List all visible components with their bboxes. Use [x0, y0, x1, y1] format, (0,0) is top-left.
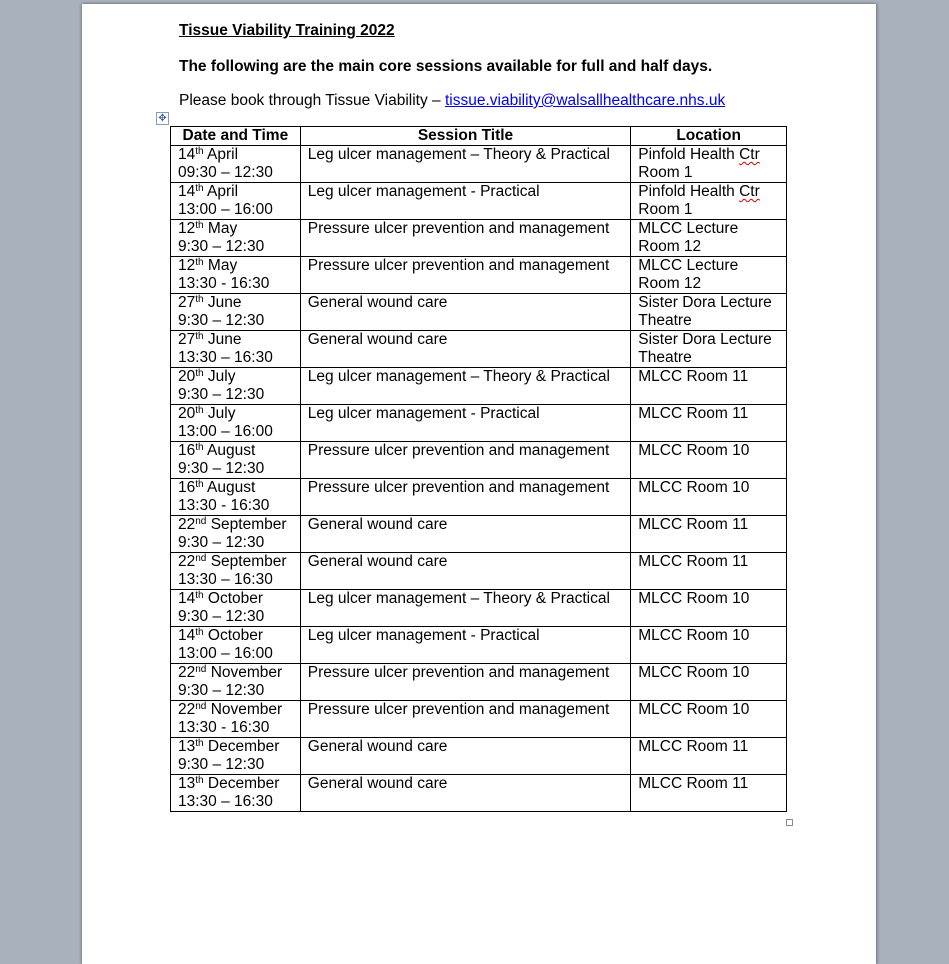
header-location: Location — [631, 127, 787, 146]
cell-date-time — [171, 294, 301, 331]
session-title: Pressure ulcer prevention and management — [307, 479, 610, 496]
time-range: 13:30 – 16:30 — [178, 348, 273, 366]
date-day: 27 — [178, 294, 196, 311]
time-range: 9:30 – 12:30 — [178, 533, 265, 551]
header-date-time: Date and Time — [171, 127, 301, 146]
date-day: 16 — [178, 479, 196, 496]
time-range: 9:30 – 12:30 — [178, 311, 265, 329]
cell-location — [631, 368, 787, 405]
table-row — [171, 738, 787, 775]
session-title: General wound care — [307, 331, 448, 348]
location-name: Pinfold Health — [638, 183, 740, 200]
table-row — [171, 442, 787, 479]
cell-location — [631, 516, 787, 553]
date-line — [178, 257, 293, 275]
cell-session-title — [300, 516, 631, 553]
location-name: MLCC Lecture — [638, 257, 739, 274]
time-range: 13:30 – 16:30 — [178, 792, 273, 810]
time-range: 13:00 – 16:00 — [178, 200, 273, 218]
location-line-1 — [638, 368, 779, 386]
time-range: 9:30 – 12:30 — [178, 385, 265, 403]
date-month: October — [207, 590, 264, 607]
date-line — [178, 627, 293, 645]
table-row — [171, 331, 787, 368]
date-line — [178, 146, 293, 164]
time-range: 9:30 – 12:30 — [178, 681, 265, 699]
cell-session-title — [300, 590, 631, 627]
cell-location — [631, 479, 787, 516]
location-name: MLCC Room 10 — [638, 627, 750, 644]
time-range: 13:30 - 16:30 — [178, 274, 270, 292]
date-suffix: th — [195, 183, 204, 194]
cell-date-time — [171, 590, 301, 627]
date-day: 13 — [178, 738, 196, 755]
session-title: Pressure ulcer prevention and management — [307, 442, 610, 459]
date-day: 12 — [178, 220, 196, 237]
table-row — [171, 516, 787, 553]
session-title: Pressure ulcer prevention and management — [307, 257, 610, 274]
date-day: 22 — [178, 664, 196, 681]
date-suffix: th — [195, 479, 204, 490]
session-title: Pressure ulcer prevention and management — [307, 664, 610, 681]
cell-location — [631, 627, 787, 664]
session-title: Pressure ulcer prevention and management — [307, 701, 610, 718]
time-range: 13:00 – 16:00 — [178, 422, 273, 440]
cell-session-title — [300, 183, 631, 220]
date-line — [178, 220, 293, 238]
date-day: 22 — [178, 553, 196, 570]
date-month: August — [207, 442, 256, 459]
location-line-2: Theatre — [638, 348, 692, 366]
date-line — [178, 331, 293, 349]
date-line — [178, 775, 293, 793]
session-title: Pressure ulcer prevention and management — [307, 220, 610, 237]
booking-instructions — [179, 92, 725, 110]
date-line — [178, 738, 293, 756]
table-move-handle-icon[interactable]: ✥ — [156, 112, 169, 125]
location-line-1 — [638, 553, 779, 571]
cell-date-time — [171, 775, 301, 812]
session-title: Leg ulcer management - Practical — [307, 627, 540, 644]
date-suffix: nd — [195, 664, 207, 675]
cell-session-title — [300, 479, 631, 516]
cell-location — [631, 701, 787, 738]
cell-date-time — [171, 701, 301, 738]
date-day: 13 — [178, 775, 196, 792]
table-row — [171, 368, 787, 405]
date-suffix: nd — [195, 553, 207, 564]
date-month: June — [207, 331, 242, 348]
booking-email-link[interactable]: tissue.viability@walsallhealthcare.nhs.uk — [444, 92, 726, 109]
location-line-2: Room 12 — [638, 237, 702, 255]
location-line-2: Room 1 — [638, 163, 693, 181]
document-title: Tissue Viability Training 2022 — [179, 22, 395, 39]
date-suffix: th — [195, 405, 204, 416]
table-row — [171, 701, 787, 738]
date-suffix: th — [195, 331, 204, 342]
location-name: MLCC Room 11 — [638, 368, 749, 385]
location-line-1 — [638, 257, 779, 275]
date-line — [178, 516, 293, 534]
date-line — [178, 442, 293, 460]
date-suffix: nd — [195, 516, 207, 527]
session-title: General wound care — [307, 738, 448, 755]
date-month: September — [210, 516, 287, 533]
location-name: Sister Dora Lecture — [638, 331, 772, 348]
cell-session-title — [300, 553, 631, 590]
date-month: August — [207, 479, 256, 496]
cell-date-time — [171, 405, 301, 442]
cell-location — [631, 146, 787, 183]
date-suffix: th — [195, 590, 204, 601]
time-range: 9:30 – 12:30 — [178, 237, 265, 255]
location-spellcheck-word: Ctr — [739, 183, 760, 200]
date-day: 14 — [178, 627, 196, 644]
cell-location — [631, 183, 787, 220]
date-day: 22 — [178, 701, 196, 718]
date-line — [178, 479, 293, 497]
cell-location — [631, 553, 787, 590]
header-session-title: Session Title — [300, 127, 631, 146]
table-row — [171, 257, 787, 294]
session-title: Leg ulcer management – Theory & Practical — [307, 368, 610, 385]
table-row — [171, 183, 787, 220]
cell-date-time — [171, 257, 301, 294]
cell-location — [631, 738, 787, 775]
location-name: MLCC Room 11 — [638, 553, 749, 570]
cell-location — [631, 294, 787, 331]
date-suffix: th — [195, 220, 204, 231]
cell-session-title — [300, 627, 631, 664]
cell-date-time — [171, 331, 301, 368]
date-day: 20 — [178, 368, 196, 385]
location-line-1 — [638, 294, 779, 312]
booking-text: Please book through Tissue Viability – — [179, 92, 445, 109]
date-suffix: th — [195, 627, 204, 638]
table-row — [171, 627, 787, 664]
date-line — [178, 553, 293, 571]
date-line — [178, 183, 293, 201]
table-row — [171, 664, 787, 701]
cell-session-title — [300, 257, 631, 294]
location-line-1 — [638, 146, 779, 164]
table-row — [171, 220, 787, 257]
cell-date-time — [171, 183, 301, 220]
location-line-1 — [638, 701, 779, 719]
date-day: 14 — [178, 183, 196, 200]
cell-date-time — [171, 146, 301, 183]
cell-session-title — [300, 331, 631, 368]
location-name: MLCC Lecture — [638, 220, 739, 237]
cell-location — [631, 257, 787, 294]
table-row — [171, 479, 787, 516]
date-month: July — [207, 405, 236, 422]
date-line — [178, 368, 293, 386]
time-range: 9:30 – 12:30 — [178, 755, 265, 773]
session-title: Leg ulcer management – Theory & Practical — [307, 146, 610, 163]
cell-date-time — [171, 738, 301, 775]
date-line — [178, 701, 293, 719]
location-line-1 — [638, 479, 779, 497]
time-range: 9:30 – 12:30 — [178, 607, 265, 625]
date-day: 27 — [178, 331, 196, 348]
table-row — [171, 590, 787, 627]
date-month: June — [207, 294, 242, 311]
time-range: 9:30 – 12:30 — [178, 459, 265, 477]
date-line — [178, 590, 293, 608]
cell-session-title — [300, 738, 631, 775]
location-line-1 — [638, 590, 779, 608]
date-day: 14 — [178, 590, 196, 607]
cell-date-time — [171, 368, 301, 405]
table-row — [171, 146, 787, 183]
cell-session-title — [300, 442, 631, 479]
date-line — [178, 664, 293, 682]
cell-date-time — [171, 627, 301, 664]
cell-session-title — [300, 664, 631, 701]
cell-location — [631, 442, 787, 479]
date-month: November — [210, 664, 283, 681]
date-suffix: th — [195, 294, 204, 305]
location-name: MLCC Room 11 — [638, 405, 749, 422]
cell-date-time — [171, 553, 301, 590]
location-line-1 — [638, 405, 779, 423]
cell-session-title — [300, 146, 631, 183]
location-line-1 — [638, 183, 779, 201]
document-subtitle: The following are the main core sessions available for full and half days. — [179, 58, 713, 75]
date-month: April — [207, 183, 239, 200]
date-month: April — [207, 146, 239, 163]
date-suffix: th — [195, 738, 204, 749]
cell-location — [631, 220, 787, 257]
date-line — [178, 294, 293, 312]
cell-session-title — [300, 701, 631, 738]
time-range: 13:00 – 16:00 — [178, 644, 273, 662]
cell-date-time — [171, 220, 301, 257]
time-range: 09:30 – 12:30 — [178, 163, 273, 181]
table-body — [171, 146, 787, 812]
date-month: May — [207, 220, 238, 237]
cell-date-time — [171, 442, 301, 479]
date-suffix: th — [195, 442, 204, 453]
date-month: December — [207, 738, 280, 755]
location-line-1 — [638, 516, 779, 534]
session-title: General wound care — [307, 294, 448, 311]
location-line-1 — [638, 442, 779, 460]
date-month: July — [207, 368, 236, 385]
cell-location — [631, 775, 787, 812]
document-page — [82, 4, 876, 964]
location-line-1 — [638, 664, 779, 682]
location-line-1 — [638, 331, 779, 349]
location-line-2: Room 1 — [638, 200, 693, 218]
location-line-2: Theatre — [638, 311, 692, 329]
date-day: 20 — [178, 405, 196, 422]
date-month: November — [210, 701, 283, 718]
cell-session-title — [300, 405, 631, 442]
date-day: 16 — [178, 442, 196, 459]
date-month: October — [207, 627, 264, 644]
time-range: 13:30 – 16:30 — [178, 570, 273, 588]
date-month: May — [207, 257, 238, 274]
cell-session-title — [300, 294, 631, 331]
sessions-table — [170, 126, 787, 812]
cell-location — [631, 331, 787, 368]
location-line-1 — [638, 738, 779, 756]
date-day: 14 — [178, 146, 196, 163]
date-suffix: th — [195, 257, 204, 268]
date-month: December — [207, 775, 280, 792]
location-line-1 — [638, 220, 779, 238]
session-title: General wound care — [307, 553, 448, 570]
date-day: 12 — [178, 257, 196, 274]
table-header-row — [171, 127, 787, 146]
location-name: MLCC Room 10 — [638, 701, 750, 718]
cell-location — [631, 405, 787, 442]
table-resize-handle[interactable] — [786, 819, 793, 826]
session-title: Leg ulcer management - Practical — [307, 405, 540, 422]
location-name: MLCC Room 10 — [638, 479, 750, 496]
date-month: September — [210, 553, 287, 570]
date-suffix: th — [195, 146, 204, 157]
date-suffix: th — [195, 775, 204, 786]
date-day: 22 — [178, 516, 196, 533]
session-title: Leg ulcer management – Theory & Practical — [307, 590, 610, 607]
location-line-1 — [638, 775, 779, 793]
location-name: MLCC Room 11 — [638, 516, 749, 533]
table-row — [171, 294, 787, 331]
location-name: Sister Dora Lecture — [638, 294, 772, 311]
cell-session-title — [300, 368, 631, 405]
time-range: 13:30 - 16:30 — [178, 718, 270, 736]
table-row — [171, 553, 787, 590]
location-name: Pinfold Health — [638, 146, 740, 163]
cell-location — [631, 590, 787, 627]
date-line — [178, 405, 293, 423]
location-name: MLCC Room 10 — [638, 442, 750, 459]
table-row — [171, 405, 787, 442]
location-name: MLCC Room 10 — [638, 590, 750, 607]
date-suffix: nd — [195, 701, 207, 712]
location-name: MLCC Room 11 — [638, 775, 749, 792]
location-line-1 — [638, 627, 779, 645]
cell-date-time — [171, 664, 301, 701]
session-title: General wound care — [307, 775, 448, 792]
location-name: MLCC Room 10 — [638, 664, 750, 681]
cell-session-title — [300, 220, 631, 257]
location-spellcheck-word: Ctr — [739, 146, 760, 163]
cell-date-time — [171, 516, 301, 553]
location-line-2: Room 12 — [638, 274, 702, 292]
session-title: General wound care — [307, 516, 448, 533]
cell-date-time — [171, 479, 301, 516]
cell-session-title — [300, 775, 631, 812]
session-title: Leg ulcer management - Practical — [307, 183, 540, 200]
date-suffix: th — [195, 368, 204, 379]
location-name: MLCC Room 11 — [638, 738, 749, 755]
cell-location — [631, 664, 787, 701]
time-range: 13:30 - 16:30 — [178, 496, 270, 514]
table-row — [171, 775, 787, 812]
